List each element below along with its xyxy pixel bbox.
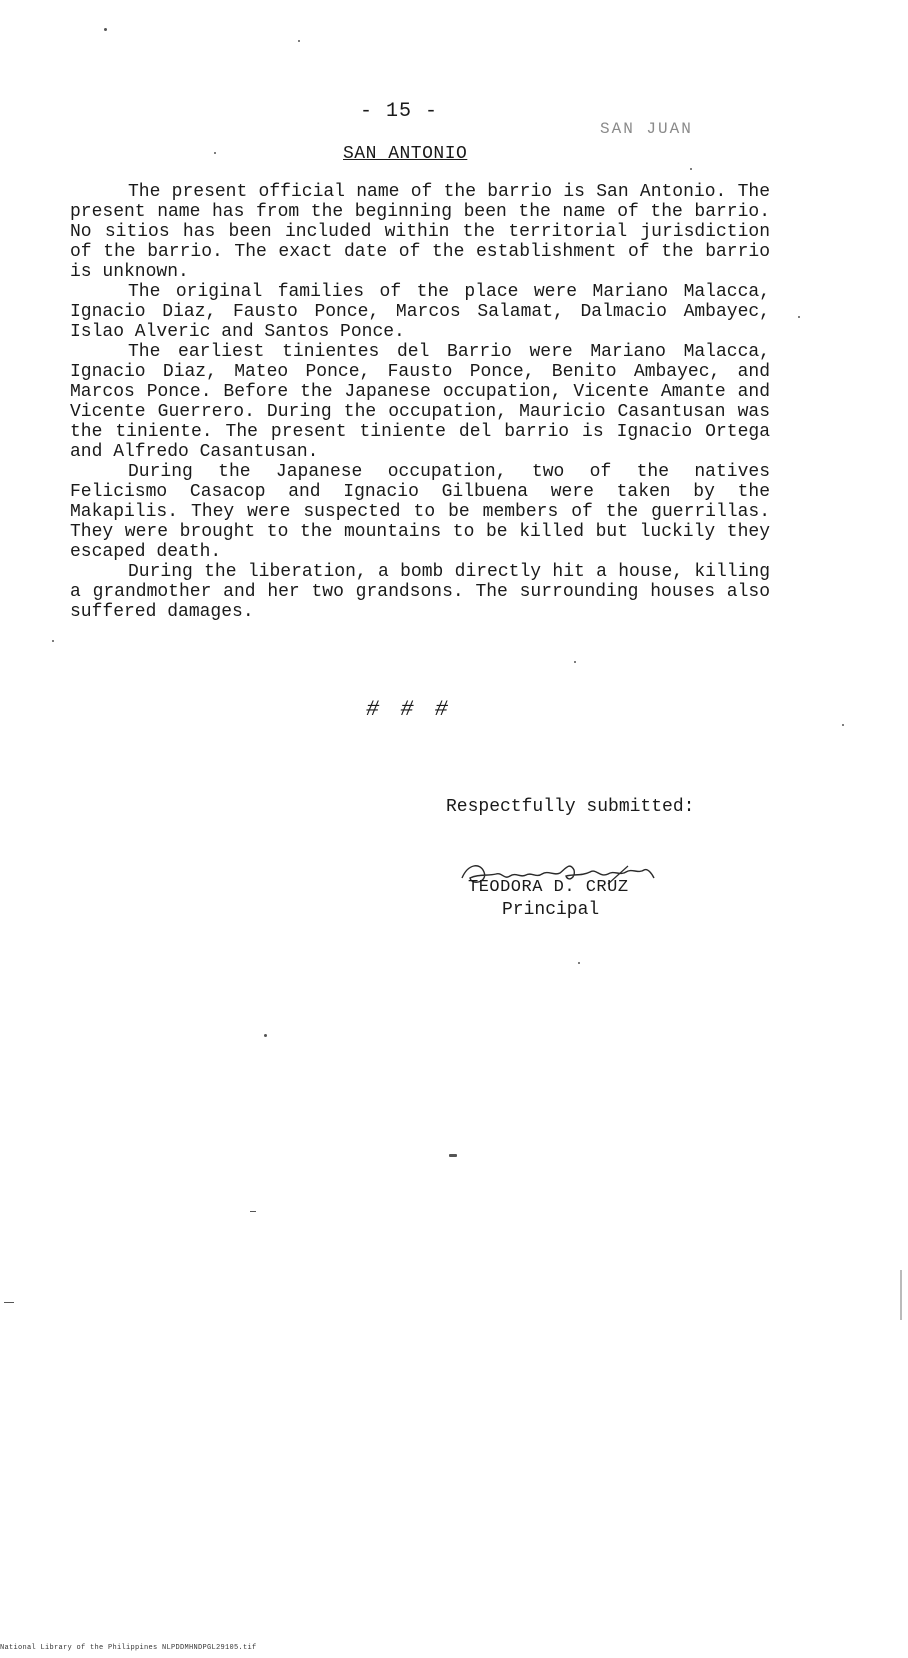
paragraph-japanese-occupation: During the Japanese occupation, two of the natives Felicismo Casacop and Ignacio Gilbuena were taken by the Makapilis. They were suspected to be members of the guerrillas. They were brought to the mountains to be killed but luckily they escaped death.	[70, 462, 770, 562]
closing-line: Respectfully submitted:	[446, 797, 695, 817]
scan-speck	[4, 1302, 14, 1303]
signer-name: TEODORA D. CRUZ	[468, 878, 629, 897]
scan-speck	[578, 962, 580, 964]
document-title: SAN ANTONIO	[343, 144, 468, 164]
body-text	[70, 182, 770, 622]
scan-speck	[900, 1270, 902, 1320]
archive-footer: National Library of the Philippines NLPDDMHNDPGL29105.tif	[0, 1644, 257, 1652]
scan-speck	[690, 168, 692, 170]
paragraph-liberation: During the liberation, a bomb directly hit a house, killing a grandmother and her two grandsons. The surrounding houses also suffered damages.	[70, 562, 770, 622]
scan-speck	[264, 1034, 267, 1037]
paragraph-original-families: The original families of the place were Mariano Malacca, Ignacio Diaz, Fausto Ponce, Marcos Salamat, Dalmacio Ambayec, Islao Alveric and Santos Ponce.	[70, 282, 770, 342]
corner-stamp: SAN JUAN	[600, 120, 693, 138]
scan-speck	[449, 1154, 457, 1157]
scan-speck	[798, 316, 800, 318]
scan-speck	[104, 28, 107, 31]
scan-speck	[250, 1211, 256, 1212]
scan-speck	[52, 640, 54, 642]
signer-title: Principal	[502, 900, 600, 920]
scan-speck	[214, 152, 216, 154]
scan-speck	[298, 40, 300, 42]
paragraph-barrio-name: The present official name of the barrio is San Antonio. The present name has from the beginning been the name of the barrio. No sitios has been included within the territorial jurisdiction of the barrio. The exact date of the establishment of the barrio is unknown.	[70, 182, 770, 282]
page-number: - 15 -	[360, 100, 439, 123]
scan-speck	[574, 661, 576, 663]
paragraph-tinientes: The earliest tinientes del Barrio were Mariano Malacca, Ignacio Diaz, Mateo Ponce, Fausto Ponce, Benito Ambayec, and Marcos Ponce. Before the Japanese occupation, Vicente Amante and Vicente Guerrero. During the occupation, Mauricio Casantusan was the tiniente. The present tiniente del barrio is Ignacio Ortega and Alfredo Casantusan.	[70, 342, 770, 462]
scan-speck	[842, 724, 844, 726]
section-end-mark: # # #	[366, 697, 453, 722]
